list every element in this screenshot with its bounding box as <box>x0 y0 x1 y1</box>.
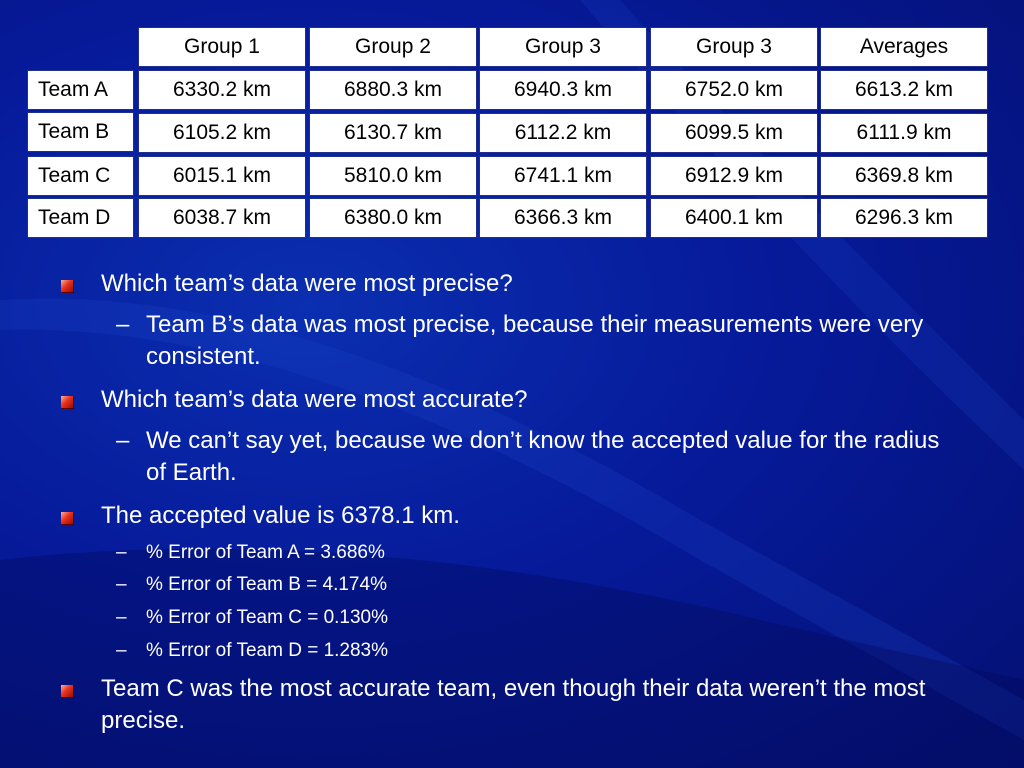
table-cell: 6015.1 km <box>138 156 306 196</box>
table-cell: 6912.9 km <box>650 156 818 196</box>
col-header-group-2: Group 2 <box>309 27 477 67</box>
dash-bullet: – <box>116 607 127 628</box>
table-cell: 6366.3 km <box>479 198 647 238</box>
col-header-group-3b: Group 3 <box>650 27 818 67</box>
square-bullet-icon <box>61 396 73 408</box>
answer-precise: Team B’s data was most precise, because their measurements were very consistent. <box>146 311 924 370</box>
col-header-group-1: Group 1 <box>138 27 306 67</box>
table-cell: 6400.1 km <box>650 198 818 238</box>
row-label-team-d: Team D <box>27 198 134 238</box>
table-cell-average: 6613.2 km <box>820 70 988 110</box>
table-cell-average: 6296.3 km <box>820 198 988 238</box>
dash-bullet: – <box>116 640 127 661</box>
row-label-team-a: Team A <box>27 70 134 110</box>
col-header-averages: Averages <box>820 27 988 67</box>
accepted-value: The accepted value is 6378.1 km. <box>101 502 460 529</box>
table-cell: 6099.5 km <box>650 113 818 153</box>
table-cell: 6880.3 km <box>309 70 477 110</box>
error-team-b: % Error of Team B = 4.174% <box>146 574 387 595</box>
table-cell: 5810.0 km <box>309 156 477 196</box>
table-cell: 6940.3 km <box>479 70 647 110</box>
square-bullet-icon <box>61 280 73 292</box>
question-precise: Which team’s data were most precise? <box>101 270 513 297</box>
table-cell: 6752.0 km <box>650 70 818 110</box>
dash-bullet: – <box>116 574 127 595</box>
table-cell-average: 6111.9 km <box>820 113 988 153</box>
table-cell: 6741.1 km <box>479 156 647 196</box>
row-label-team-c: Team C <box>27 156 134 196</box>
error-team-d: % Error of Team D = 1.283% <box>146 640 389 661</box>
square-bullet-icon <box>61 512 73 524</box>
row-label-team-b: Team B <box>27 112 134 152</box>
question-accurate: Which team’s data were most accurate? <box>101 386 528 413</box>
conclusion: Team C was the most accurate team, even though their data weren’t the most precise. <box>101 675 926 734</box>
dash-bullet: – <box>116 311 130 338</box>
col-header-group-3: Group 3 <box>479 27 647 67</box>
table-cell-average: 6369.8 km <box>820 156 988 196</box>
dash-bullet: – <box>116 542 127 563</box>
table-cell: 6380.0 km <box>309 198 477 238</box>
table-cell: 6130.7 km <box>309 113 477 153</box>
table-cell: 6105.2 km <box>138 113 306 153</box>
answer-accurate: We can’t say yet, because we don’t know the accepted value for the radius of Earth. <box>146 427 940 486</box>
error-team-a: % Error of Team A = 3.686% <box>146 542 385 563</box>
table-cell: 6330.2 km <box>138 70 306 110</box>
table-cell: 6038.7 km <box>138 198 306 238</box>
table-cell: 6112.2 km <box>479 113 647 153</box>
dash-bullet: – <box>116 427 130 454</box>
square-bullet-icon <box>61 685 73 697</box>
error-team-c: % Error of Team C = 0.130% <box>146 607 389 628</box>
